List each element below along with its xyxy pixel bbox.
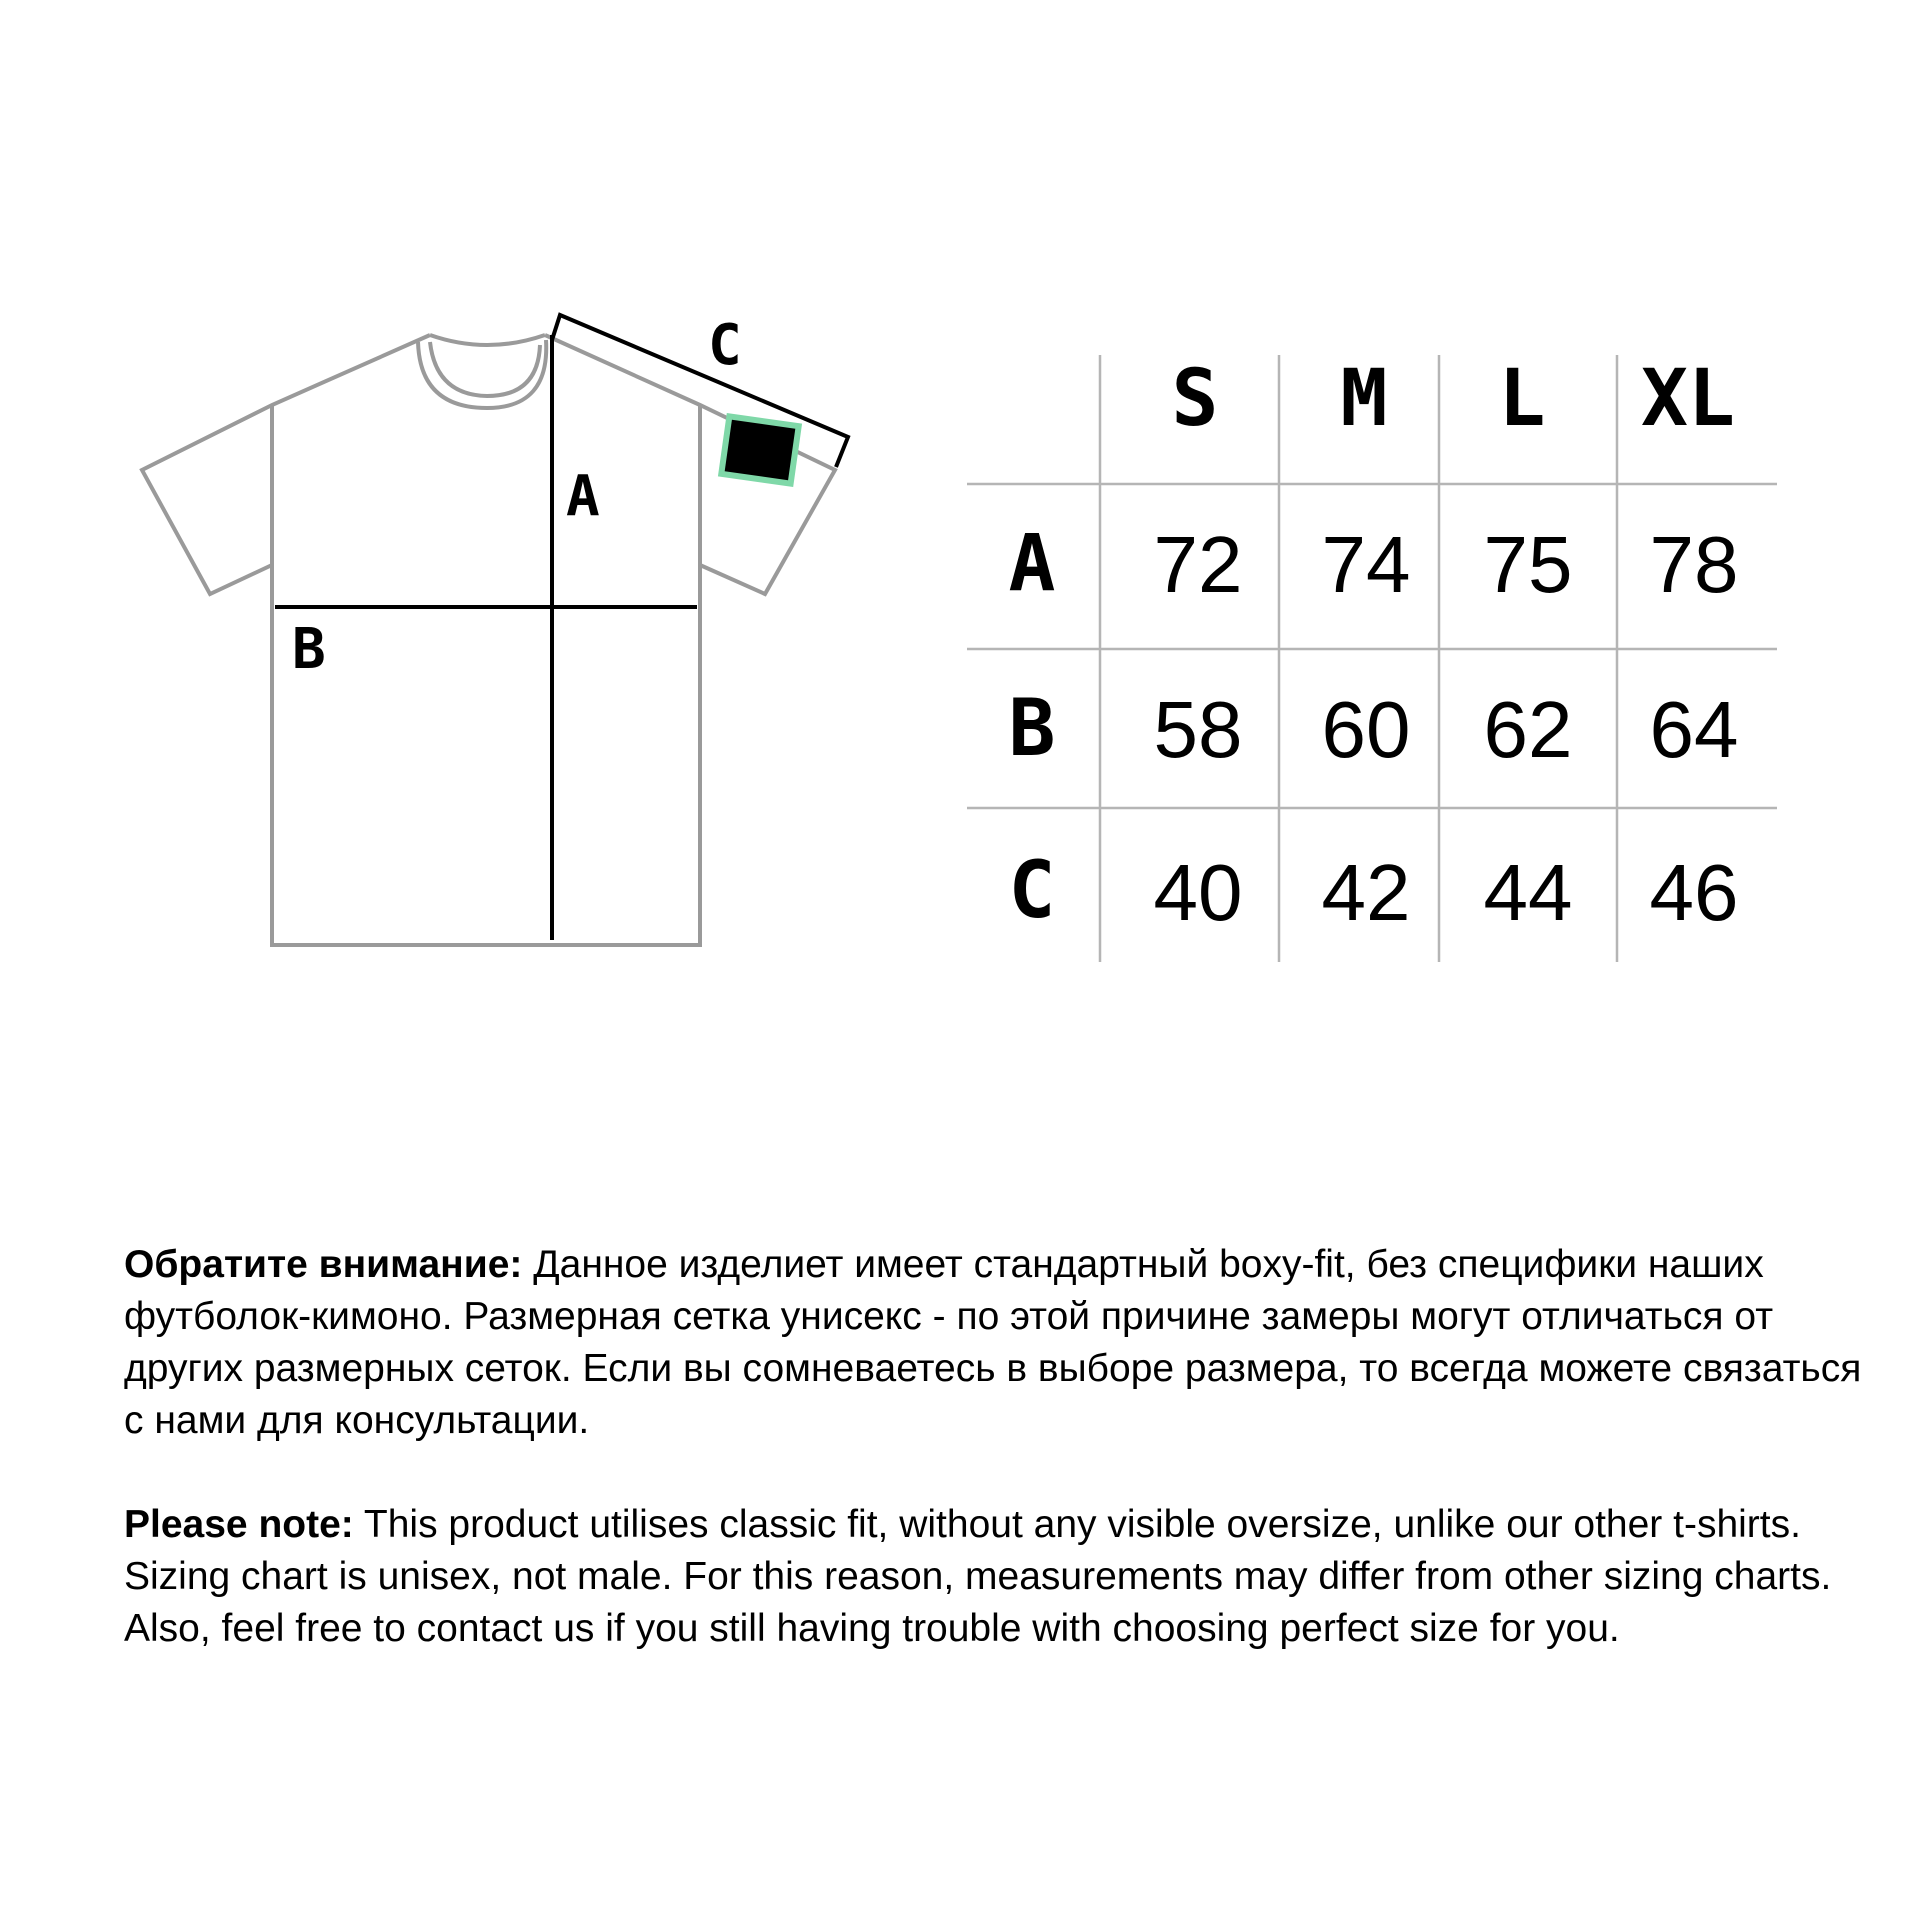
tshirt-collar-inner	[430, 342, 540, 396]
table-cell: 64	[1649, 685, 1739, 774]
table-cell: 40	[1153, 848, 1243, 937]
diagram-label-a: A	[566, 464, 600, 529]
note-english-heading: Please note:	[124, 1503, 354, 1546]
row-label: A	[1008, 519, 1056, 609]
note-russian	[124, 1239, 1884, 1447]
table-cell: 72	[1153, 520, 1243, 609]
size-header: S	[1171, 354, 1219, 444]
row-label: B	[1008, 684, 1056, 774]
measurement-lines	[275, 315, 848, 940]
size-header: XL	[1641, 354, 1735, 444]
table-cell: 75	[1483, 520, 1573, 609]
table-cell: 62	[1483, 685, 1573, 774]
size-row-c	[1009, 846, 1739, 937]
tshirt-neckline	[430, 335, 545, 345]
table-cell: 46	[1649, 848, 1739, 937]
size-headers	[1172, 354, 1735, 444]
table-cell: 44	[1483, 848, 1573, 937]
table-cell: 60	[1321, 685, 1411, 774]
row-label: C	[1008, 846, 1056, 936]
size-header: L	[1498, 354, 1546, 444]
note-english-body: This product utilises classic fit, without any visible oversize, unlike our other t-shirts. Sizing chart is unisex, not male. For this reason, measurements may differ from other sizing charts. Also, feel free to contact us if you still having trouble with choosing perfect size for you.	[124, 1503, 1832, 1650]
note-english	[124, 1499, 1884, 1655]
table-cell: 58	[1153, 685, 1243, 774]
sleeve-patch	[725, 420, 796, 480]
table-cell: 78	[1649, 520, 1739, 609]
size-row-a	[1009, 519, 1739, 609]
table-cell: 74	[1321, 520, 1411, 609]
note-russian-body: Данное изделиет имеет стандартный boxy-fit, без специфики наших футболок-кимоно. Размерная сетка унисекс - по этой причине замеры могут отличаться от других размерных сеток. Если вы сомневаетесь в выборе размера, то всегда можете связаться с нами для консультации.	[124, 1243, 1862, 1442]
diagram-label-c: C	[708, 313, 742, 378]
table-cell: 42	[1321, 848, 1411, 937]
tshirt-collar	[418, 340, 546, 408]
diagram-label-b: B	[292, 617, 326, 682]
size-row-b	[1009, 684, 1739, 774]
note-russian-heading: Обратите внимание:	[124, 1243, 523, 1286]
size-header: M	[1340, 354, 1388, 444]
